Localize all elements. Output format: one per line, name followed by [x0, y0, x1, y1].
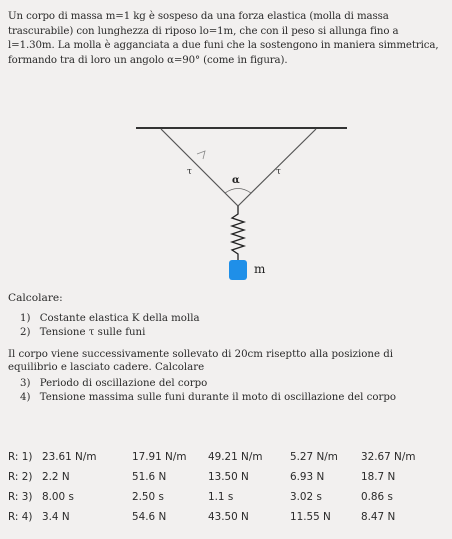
- answer-option: 2.50 s: [132, 491, 164, 503]
- answer-option: 3.4 N: [42, 511, 70, 523]
- answer-option: 6.93 N: [290, 471, 325, 483]
- question-4-number: 4): [20, 392, 31, 403]
- answer-option: 17.91 N/m: [132, 451, 187, 463]
- problem-line-2: trascurabile) con lunghezza di riposo lo=1m, che con il peso si allunga fino a: [8, 25, 399, 37]
- question-2-number: 2): [20, 327, 31, 338]
- answer-option: 32.67 N/m: [361, 451, 416, 463]
- tau-right-label: τ: [276, 167, 281, 177]
- answer-option: 51.6 N: [132, 471, 167, 483]
- answer-row-label: R: 2): [8, 471, 33, 483]
- vector-mark: [197, 151, 205, 159]
- answer-option: 3.02 s: [290, 491, 322, 503]
- problem-line-1: Un corpo di massa m=1 kg è sospeso da una forza elastica (molla di massa: [8, 11, 389, 22]
- problem-line-4: formando tra di loro un angolo α=90° (come in figura).: [8, 54, 288, 66]
- tau-left-label: τ: [187, 167, 192, 177]
- problem-statement: [8, 10, 446, 68]
- question-3-number: 3): [20, 378, 31, 389]
- answer-option: 49.21 N/m: [208, 451, 263, 463]
- problem-line-3: l=1.30m. La molla è agganciata a due funi che la sostengono in maniera simmetrica,: [8, 40, 439, 51]
- spring: [232, 206, 244, 260]
- question-2-text: Tensione τ sulle funi: [39, 327, 146, 338]
- answer-option: 2.2 N: [42, 471, 70, 483]
- question-3: [20, 377, 207, 391]
- answer-option: 23.61 N/m: [42, 451, 97, 463]
- answer-row-label: R: 4): [8, 511, 33, 523]
- question-1-text: Costante elastica K della molla: [39, 313, 200, 324]
- answer-option: 18.7 N: [361, 471, 396, 483]
- alpha-label: α: [232, 175, 240, 186]
- rope-left: [161, 129, 238, 206]
- answer-option: 1.1 s: [208, 491, 234, 503]
- question-4-text: Tensione massima sulle funi durante il moto di oscillazione del corpo: [39, 392, 397, 403]
- mass-block: [229, 260, 247, 280]
- answer-option: 8.47 N: [361, 511, 396, 523]
- question-1-number: 1): [20, 313, 31, 324]
- question-1: [20, 312, 200, 326]
- answer-option: 8.00 s: [42, 491, 74, 503]
- paragraph2-line-2: equilibrio e lasciato cadere. Calcolare: [8, 362, 205, 373]
- answer-option: 43.50 N: [208, 511, 249, 523]
- answer-option: 0.86 s: [361, 491, 393, 503]
- spring-diagram: [0, 118, 452, 298]
- angle-arc: [225, 189, 251, 194]
- answer-option: 54.6 N: [132, 511, 167, 523]
- question-4: [20, 391, 396, 405]
- answer-option: 11.55 N: [290, 511, 331, 523]
- answer-option: 13.50 N: [208, 471, 249, 483]
- question-2: [20, 326, 145, 340]
- question-3-text: Periodo di oscillazione del corpo: [39, 378, 208, 389]
- answer-row-label: R: 3): [8, 491, 33, 503]
- mass-label: m: [254, 262, 266, 276]
- answer-option: 5.27 N/m: [290, 451, 338, 463]
- second-paragraph: [8, 348, 446, 374]
- answer-row-label: R: 1): [8, 451, 33, 463]
- paragraph2-line-1: Il corpo viene successivamente sollevato di 20cm riseptto alla posizione di: [8, 349, 394, 360]
- calcolare-heading: Calcolare:: [8, 292, 63, 304]
